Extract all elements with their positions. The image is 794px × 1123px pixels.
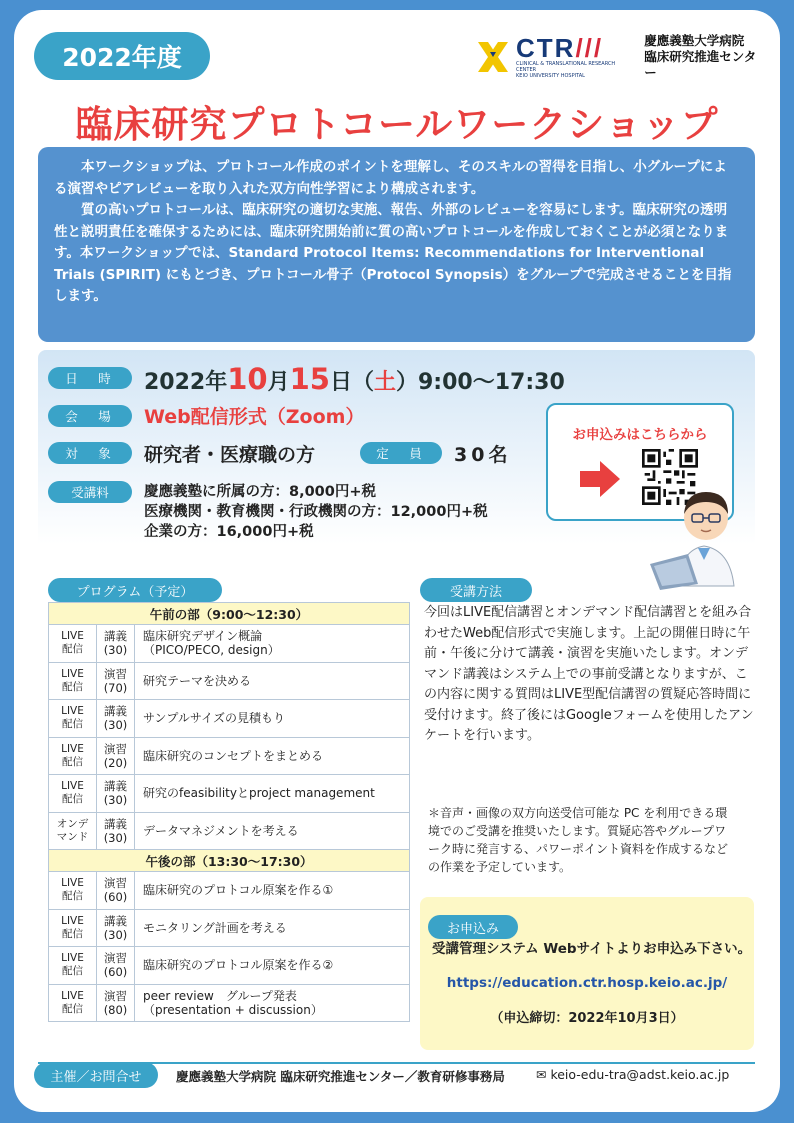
session-type: 演習 (60)	[97, 872, 135, 910]
program-row	[49, 625, 410, 663]
year-badge: 2022年度	[34, 32, 210, 80]
session-type: 講義 (30)	[97, 625, 135, 663]
program-row	[49, 947, 410, 985]
session-mode: LIVE 配信	[49, 700, 97, 738]
session-type: 講義 (30)	[97, 812, 135, 850]
org-name-line1: 慶應義塾大学病院	[644, 33, 745, 48]
session-mode: LIVE 配信	[49, 662, 97, 700]
apply-box	[420, 897, 754, 1050]
session-type: 講義 (30)	[97, 700, 135, 738]
capacity: 30名	[454, 444, 512, 466]
fee-line: 慶應義塾に所属の方：8,000円+税	[144, 484, 377, 500]
morning-header: 午前の部（9:00～12:30）	[49, 603, 410, 625]
fee-line: 医療機関・教育機関・行政機関の方：12,000円+税	[144, 504, 488, 520]
logo-subtitle-1: CLINICAL & TRANSLATIONAL RESEARCH CENTER	[516, 61, 616, 73]
session-type: 演習 (20)	[97, 737, 135, 775]
logo-ctr-text: CTR///	[516, 33, 604, 63]
program-row	[49, 775, 410, 813]
flyer	[14, 10, 780, 1112]
page-title: 臨床研究プロトコールワークショップ	[75, 103, 719, 146]
session-type: 演習 (80)	[97, 984, 135, 1022]
program-row	[49, 909, 410, 947]
session-type: 講義 (30)	[97, 775, 135, 813]
fee-tag: 受講料	[48, 481, 132, 503]
target-audience: 研究者・医療職の方	[144, 444, 316, 466]
program-row	[49, 872, 410, 910]
program-tag: プログラム（予定）	[48, 578, 222, 602]
session-title: 臨床研究デザイン概論 （PICO/PECO, design）	[135, 625, 410, 663]
method-tag: 受講方法	[420, 578, 532, 602]
program-row	[49, 700, 410, 738]
intro-paragraph-1: 本ワークショップは、プロトコール作成のポイントを理解し、そのスキルの習得を目指し、小グループによる演習やピアレビューを取り入れた双方向性学習により構成されます。	[54, 159, 727, 197]
footer-tag: 主催／お問合せ	[34, 1062, 158, 1088]
session-type: 講義 (30)	[97, 909, 135, 947]
footer-email[interactable]	[536, 1067, 729, 1082]
program-table	[48, 602, 410, 1022]
ctr-logo	[476, 32, 768, 82]
org-name-line2: 臨床研究推進センター	[644, 49, 757, 80]
event-date: 2022年10月15日（土）9:00～17:30	[144, 362, 565, 396]
session-mode: LIVE 配信	[49, 984, 97, 1022]
apply-instruction: 受講管理システム Webサイトよりお申込み下さい。	[432, 941, 752, 957]
venue-tag: 会 場	[48, 405, 132, 427]
apply-deadline: （申込締切：2022年10月3日）	[490, 1011, 684, 1026]
session-type: 演習 (60)	[97, 947, 135, 985]
session-mode: LIVE 配信	[49, 625, 97, 663]
session-mode: LIVE 配信	[49, 737, 97, 775]
intro-box	[38, 147, 755, 342]
session-type: 演習 (70)	[97, 662, 135, 700]
footer-organizer: 慶應義塾大学病院 臨床研究推進センター／教育研修事務局	[176, 1069, 505, 1084]
session-mode: LIVE 配信	[49, 872, 97, 910]
target-tag: 対 象	[48, 442, 132, 464]
doctor-laptop-illustration	[646, 480, 764, 590]
program-row	[49, 737, 410, 775]
session-title: peer review グループ発表 （presentation + discussion）	[135, 984, 410, 1022]
session-mode: LIVE 配信	[49, 909, 97, 947]
footer-email-text[interactable]: keio-edu-tra@adst.keio.ac.jp	[550, 1067, 730, 1082]
apply-here-label: お申込みはこちらから	[572, 427, 708, 443]
session-title: 研究のfeasibilityとproject management	[135, 775, 410, 813]
session-title: サンプルサイズの見積もり	[135, 700, 410, 738]
method-body: 今回はLIVE配信講習とオンデマンド配信講習とを組み合わせたWeb配信形式で実施します。上記の開催日時に午前・午後に分けて講義・演習を実施いたします。オンデマンド講義はシステム上での事前受講となりますが、この内容に関する質問はLIVE型配信講習の質疑応答時間に受付けます。終了後にはGoogleフォームを使用したアンケートを行います。	[424, 605, 754, 743]
intro-paragraph-2: 質の高いプロトコールは、臨床研究の適切な実施、報告、外部のレビューを容易にします。臨床研究の透明性と説明責任を確保するためには、臨床研究開始前に質の高いプロトコールを作成しておくことが必須となります。本ワークショップでは、Standard Protocol Items: Recommendations for Interventional Trials (SPIRIT) にもとづき、プロトコール骨子（Protocol Synopsis）をグループで完成させることを目指します。	[54, 202, 732, 304]
venue: Web配信形式（Zoom）	[144, 406, 365, 428]
session-title: データマネジメントを考える	[135, 812, 410, 850]
arrow-right-icon	[578, 457, 622, 501]
fee-list	[144, 482, 488, 542]
session-mode: LIVE 配信	[49, 775, 97, 813]
mail-icon: ✉	[536, 1067, 551, 1082]
program-row	[49, 984, 410, 1022]
session-mode: オンデ マンド	[49, 812, 97, 850]
method-note: ＊音声・画像の双方向送受信可能な PC を利用できる環境でのご受講を推奨いたします。質疑応答やグループワーク時に発言する、パワーポイント資料を作成するなどの作業を予定しています。	[428, 806, 729, 874]
session-title: 臨床研究のコンセプトをまとめる	[135, 737, 410, 775]
date-tag: 日 時	[48, 367, 132, 389]
fee-line: 企業の方：16,000円+税	[144, 524, 314, 540]
apply-url-link[interactable]: https://education.ctr.hosp.keio.ac.jp/	[446, 975, 728, 991]
ctr-x-icon	[476, 40, 510, 74]
afternoon-header: 午後の部（13:30～17:30）	[49, 850, 410, 872]
apply-tag: お申込み	[428, 915, 518, 939]
program-row	[49, 662, 410, 700]
logo-subtitle-2: KEIO UNIVERSITY HOSPITAL	[516, 73, 585, 79]
capacity-tag: 定 員	[360, 442, 442, 464]
session-title: 臨床研究のプロトコル原案を作る①	[135, 872, 410, 910]
session-title: 臨床研究のプロトコル原案を作る②	[135, 947, 410, 985]
program-row	[49, 812, 410, 850]
session-title: 研究テーマを決める	[135, 662, 410, 700]
session-title: モニタリング計画を考える	[135, 909, 410, 947]
session-mode: LIVE 配信	[49, 947, 97, 985]
